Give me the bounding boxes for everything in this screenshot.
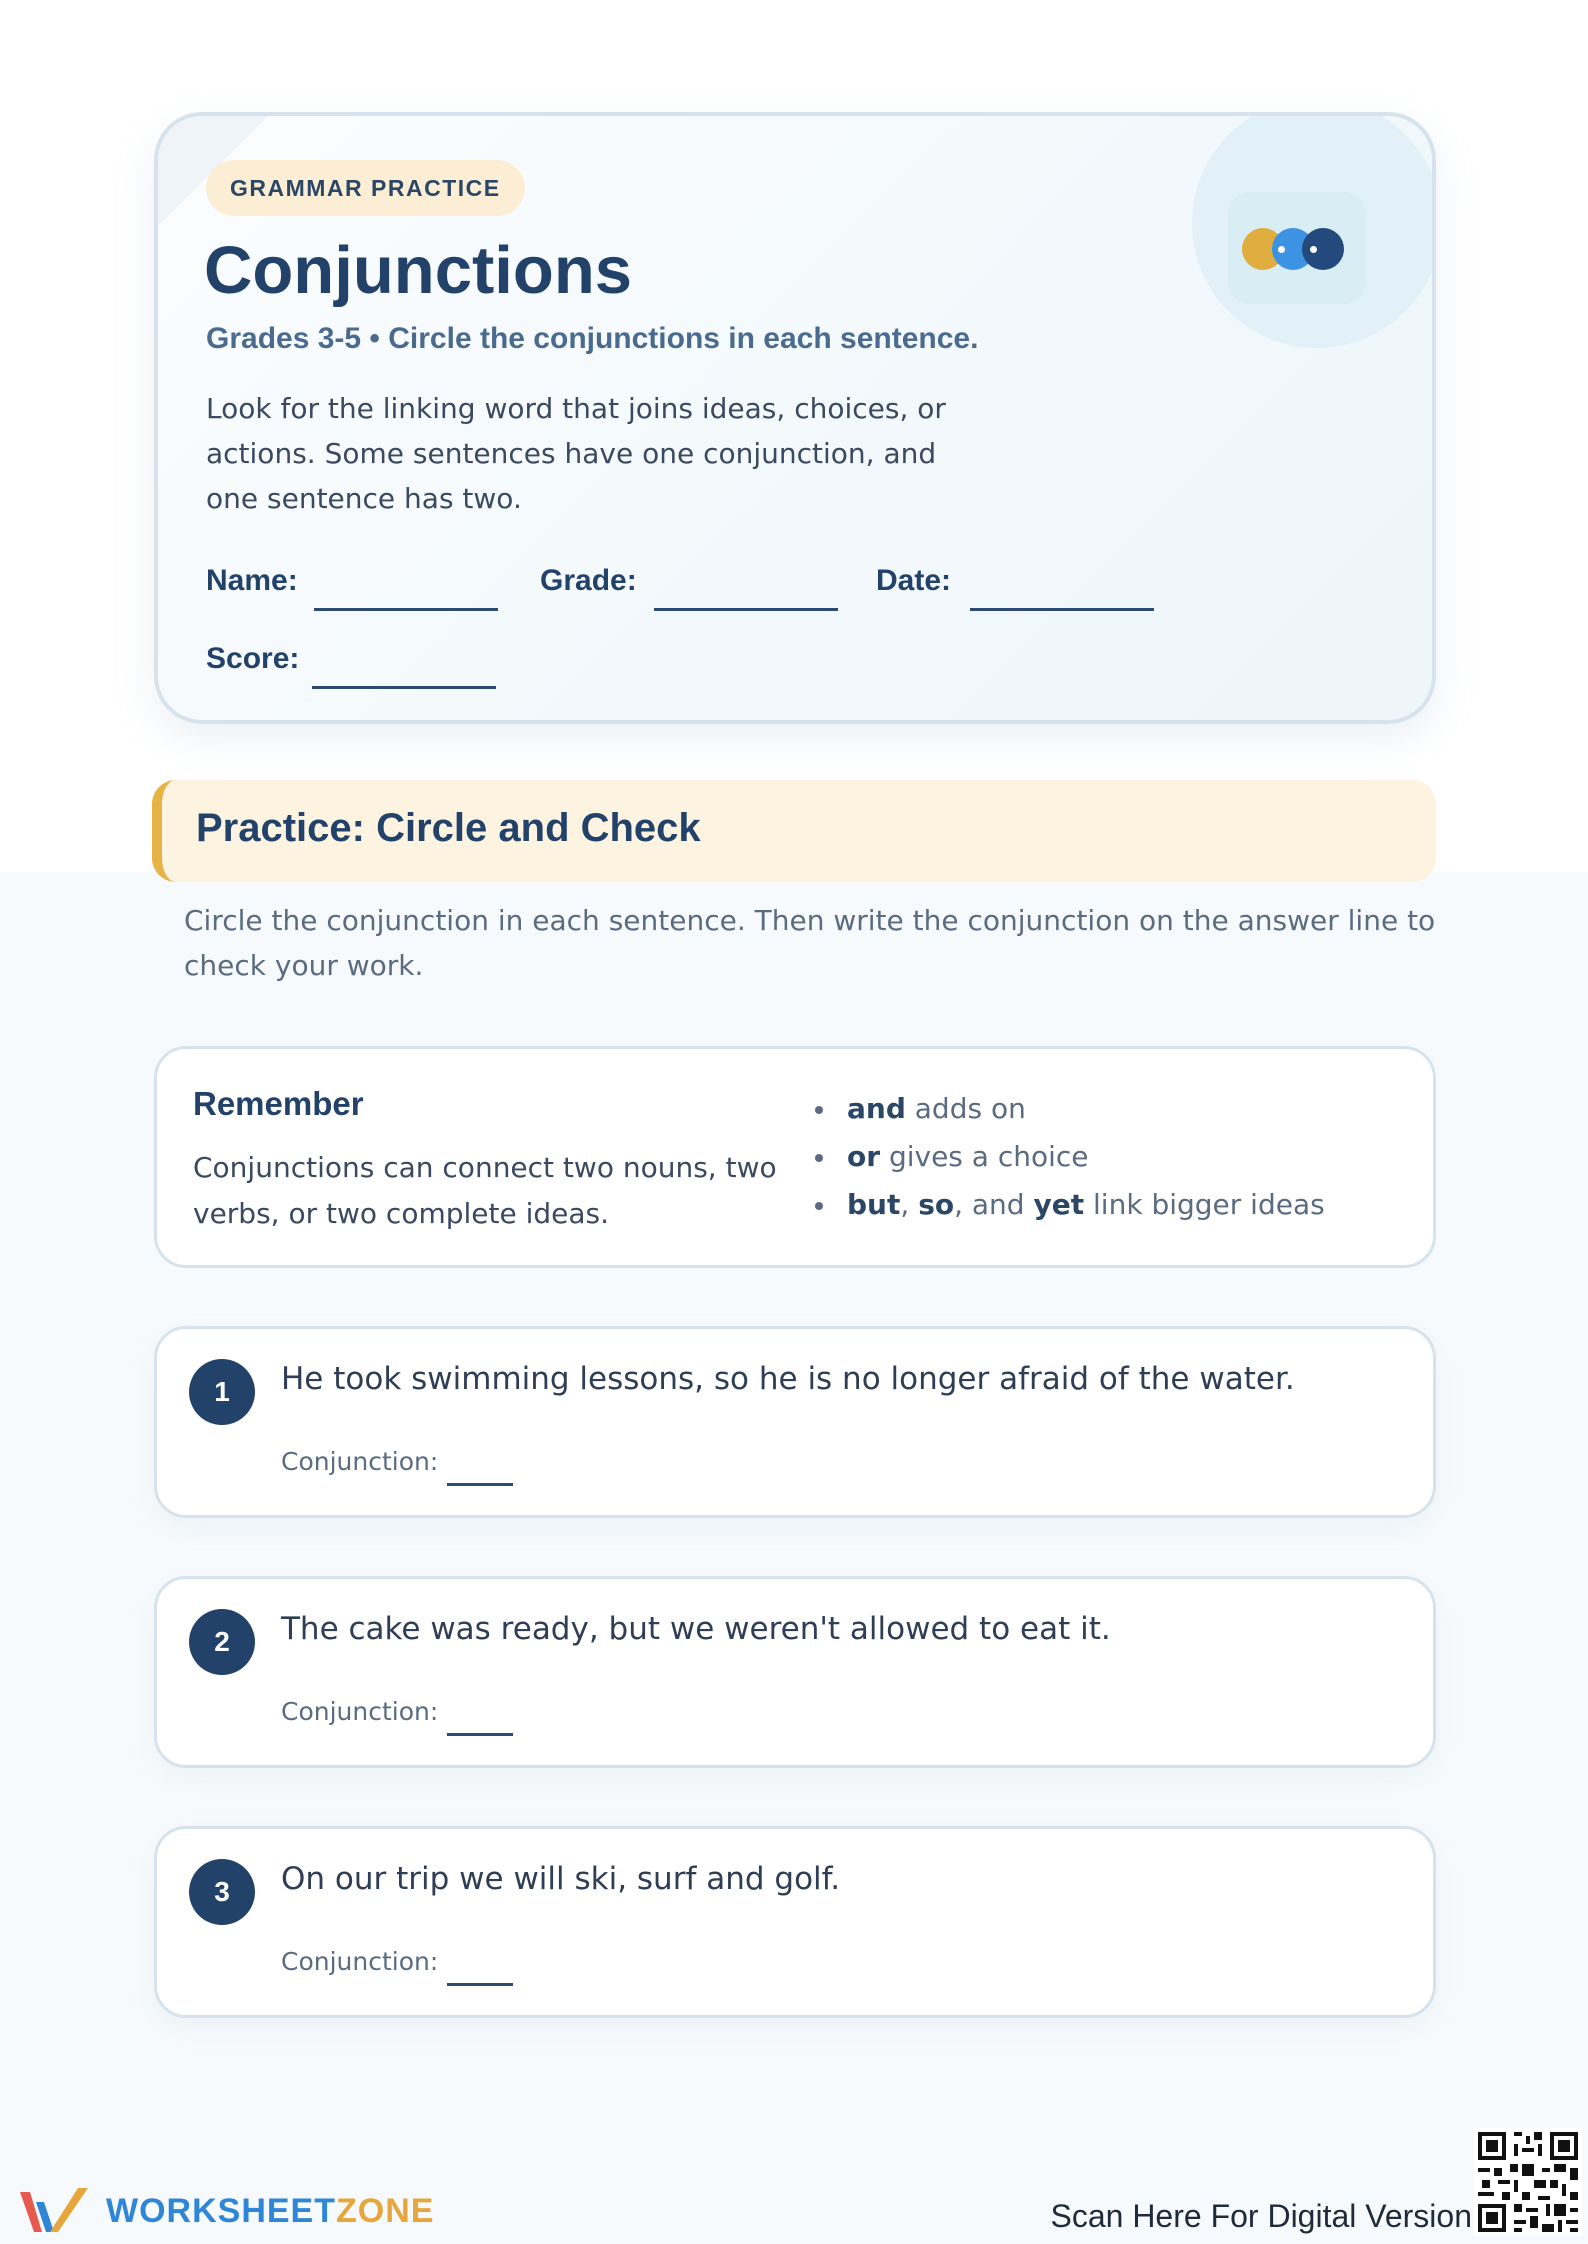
question-sentence: The cake was ready, but we weren't allowed to eat it.: [281, 1611, 1111, 1647]
remember-list: [811, 1085, 1325, 1229]
qr-code-icon[interactable]: [1474, 2128, 1582, 2236]
question-card: [154, 1326, 1436, 1518]
answer-line[interactable]: [447, 1483, 513, 1486]
page-title: Conjunctions: [204, 233, 633, 308]
scan-label: Scan Here For Digital Version: [1050, 2198, 1472, 2234]
name-label: Name:: [206, 564, 298, 597]
intro-text: Look for the linking word that joins ideas, choices, or actions. Some sentences have one conjunction, and one sentence has two.: [206, 392, 946, 515]
practice-instructions: Circle the conjunction in each sentence. Then write the conjunction on the answer line to check your work.: [184, 904, 1436, 982]
date-line[interactable]: [970, 608, 1154, 611]
answer-label: Conjunction:: [281, 1447, 439, 1476]
question-card: [154, 1826, 1436, 2018]
grade-label: Grade:: [540, 564, 637, 597]
page-subtitle: Grades 3-5 • Circle the conjunctions in each sentence.: [206, 322, 979, 355]
list-item: but, so, and yet link bigger ideas: [811, 1181, 1325, 1229]
date-field[interactable]: [876, 564, 951, 598]
practice-section-header: [152, 780, 1436, 882]
question-number: 3: [189, 1859, 255, 1925]
list-item: and adds on: [811, 1085, 1325, 1133]
remember-box: [154, 1046, 1436, 1268]
score-label: Score:: [206, 642, 300, 675]
question-number: 1: [189, 1359, 255, 1425]
score-field[interactable]: [206, 642, 299, 676]
list-item: or gives a choice: [811, 1133, 1325, 1181]
header-card: [154, 112, 1436, 724]
worksheetzone-logo-icon: [18, 2184, 92, 2238]
score-line[interactable]: [312, 686, 496, 689]
category-badge: GRAMMAR PRACTICE: [206, 160, 525, 216]
grade-line[interactable]: [654, 608, 838, 611]
answer-label: Conjunction:: [281, 1947, 439, 1976]
name-line[interactable]: [314, 608, 498, 611]
answer-label: Conjunction:: [281, 1697, 439, 1726]
question-sentence: On our trip we will ski, surf and golf.: [281, 1861, 841, 1897]
remember-text: Conjunctions can connect two nouns, two verbs, or two complete ideas.: [193, 1151, 777, 1230]
answer-line[interactable]: [447, 1983, 513, 1986]
question-card: [154, 1576, 1436, 1768]
date-label: Date:: [876, 564, 952, 597]
practice-heading: Practice: Circle and Check: [196, 806, 701, 850]
name-field[interactable]: [206, 564, 298, 598]
brand-name: WORKSHEETZONE: [106, 2192, 435, 2230]
logo-dots-icon: [1242, 228, 1348, 270]
answer-line[interactable]: [447, 1733, 513, 1736]
question-sentence: He took swimming lessons, so he is no longer afraid of the water.: [281, 1361, 1295, 1397]
remember-heading: Remember: [193, 1085, 364, 1122]
question-number: 2: [189, 1609, 255, 1675]
grade-field[interactable]: [540, 564, 637, 598]
